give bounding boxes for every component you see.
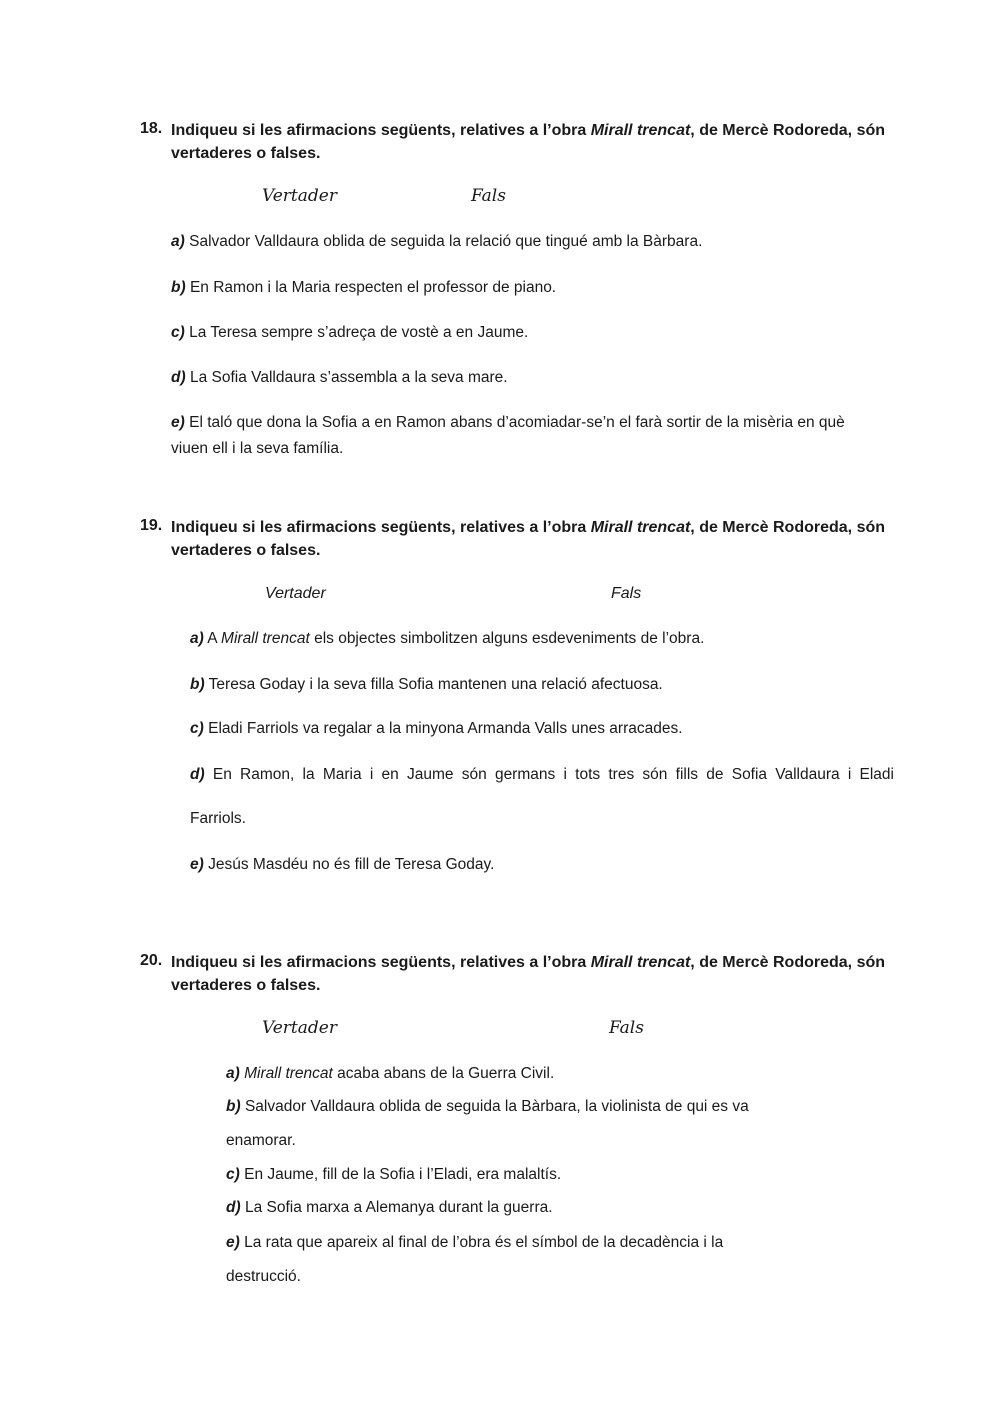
item-text: Teresa Goday i la seva filla Sofia mantenen una relació afectuosa. <box>208 676 663 693</box>
statement-item[interactable] <box>171 324 528 342</box>
item-letter: b) <box>171 279 186 296</box>
item-letter: a) <box>226 1065 240 1082</box>
item-letter: e) <box>226 1234 240 1251</box>
option-true[interactable]: Vertader <box>262 1018 337 1038</box>
option-false[interactable]: Fals <box>471 186 506 206</box>
prompt-text: Indiqueu si les afirmacions següents, relatives a l’obra <box>171 519 591 536</box>
question-prompt <box>171 119 891 165</box>
question-number: 19. <box>140 517 163 534</box>
item-letter: a) <box>171 233 185 250</box>
prompt-text: , de Mercè Rodoreda, són vertaderes o falses. <box>171 519 886 559</box>
question-prompt <box>171 516 891 562</box>
item-text: A <box>207 630 222 647</box>
item-text: En Jaume, fill de la Sofia i l’Eladi, era malaltís. <box>244 1166 562 1183</box>
item-text: En Ramon i la Maria respecten el professor de piano. <box>189 279 557 296</box>
item-letter: c) <box>226 1166 240 1183</box>
item-letter: b) <box>190 676 205 693</box>
item-letter: e) <box>171 414 185 431</box>
work-title: Mirall trencat <box>590 122 691 139</box>
item-letter: e) <box>190 856 204 873</box>
item-text: acaba abans de la Guerra Civil. <box>332 1065 555 1082</box>
item-letter: a) <box>190 630 204 647</box>
statement-item[interactable] <box>190 630 704 648</box>
item-text: Eladi Farriols va regalar a la minyona Armanda Valls unes arracades. <box>208 720 683 737</box>
question-number: 18. <box>140 120 163 137</box>
item-text: La Teresa sempre s’adreça de vostè a en Jaume. <box>189 324 529 341</box>
statement-item[interactable] <box>171 414 845 432</box>
item-text: La Sofia Valldaura s’assembla a la seva mare. <box>189 369 508 386</box>
item-letter: c) <box>190 720 204 737</box>
prompt-text: Indiqueu si les afirmacions següents, relatives a l’obra <box>171 122 591 139</box>
prompt-text: Indiqueu si les afirmacions següents, relatives a l’obra <box>171 954 591 971</box>
statement-item[interactable] <box>226 1065 554 1083</box>
item-text: Salvador Valldaura oblida de seguida la relació que tingué amb la Bàrbara. <box>189 233 703 250</box>
question-prompt <box>171 951 891 997</box>
statement-item[interactable] <box>226 1166 561 1184</box>
statement-item-continuation: destrucció. <box>226 1268 301 1285</box>
item-text: els objectes simbolitzen alguns esdeveniments de l’obra. <box>309 630 705 647</box>
prompt-text: , de Mercè Rodoreda, són vertaderes o falses. <box>171 122 886 162</box>
statement-item[interactable] <box>171 369 508 387</box>
work-title: Mirall trencat <box>244 1065 333 1082</box>
option-false[interactable]: Fals <box>609 1018 644 1038</box>
item-letter: d) <box>226 1199 241 1216</box>
statement-item[interactable] <box>226 1199 553 1217</box>
statement-item-continuation: enamorar. <box>226 1132 296 1149</box>
item-text: La Sofia marxa a Alemanya durant la guerra. <box>244 1199 553 1216</box>
question-number: 20. <box>140 952 163 969</box>
item-letter: c) <box>171 324 185 341</box>
statement-item[interactable] <box>226 1234 723 1252</box>
statement-item[interactable] <box>190 676 663 694</box>
statement-item[interactable] <box>190 766 894 784</box>
statement-item-continuation: viuen ell i la seva família. <box>171 440 344 457</box>
statement-item[interactable] <box>190 856 494 874</box>
work-title: Mirall trencat <box>221 630 310 647</box>
item-text: Jesús Masdéu no és fill de Teresa Goday. <box>208 856 495 873</box>
prompt-text: , de Mercè Rodoreda, són vertaderes o falses. <box>171 954 886 994</box>
item-text: En Ramon, la Maria i en Jaume són germans i tots tres són fills de Sofia Valldaura i Eladi <box>212 766 894 783</box>
statement-item[interactable] <box>190 720 683 738</box>
statement-item[interactable] <box>226 1098 749 1116</box>
work-title: Mirall trencat <box>590 954 691 971</box>
item-text: Salvador Valldaura oblida de seguida la Bàrbara, la violinista de qui es va <box>244 1098 749 1115</box>
option-true[interactable]: Vertader <box>265 585 326 602</box>
statement-item[interactable] <box>171 279 556 297</box>
item-letter: b) <box>226 1098 241 1115</box>
work-title: Mirall trencat <box>590 519 691 536</box>
item-text: El taló que dona la Sofia a en Ramon abans d’acomiadar-se’n el farà sortir de la misèria en què <box>189 414 845 431</box>
item-letter: d) <box>190 766 205 783</box>
option-true[interactable]: Vertader <box>262 186 337 206</box>
statement-item[interactable] <box>171 233 702 251</box>
option-false[interactable]: Fals <box>611 585 642 602</box>
item-text: La rata que apareix al final de l’obra és el símbol de la decadència i la <box>244 1234 724 1251</box>
item-letter: d) <box>171 369 186 386</box>
statement-item-continuation: Farriols. <box>190 810 246 827</box>
